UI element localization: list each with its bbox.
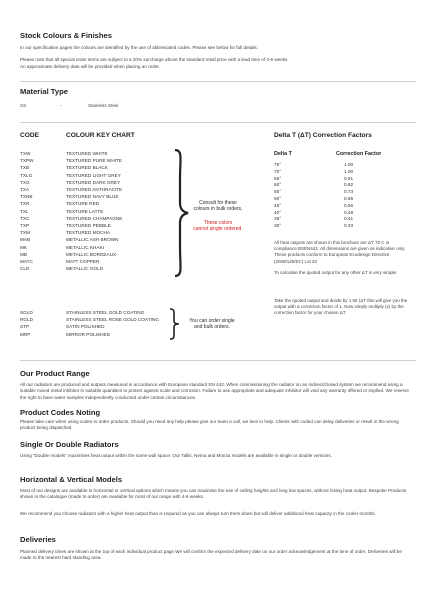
colour-code: RGLD	[20, 317, 34, 323]
delta-t-column-header: Delta T	[274, 151, 292, 157]
colour-code: TXL	[20, 208, 29, 214]
colour-name: TEXTURED PEBBLE	[66, 223, 111, 229]
colour-name: TEXTURE LATTE	[66, 208, 104, 214]
colour-code: TXG	[20, 179, 30, 185]
colour-code: TXM	[20, 230, 30, 236]
delta-t-value: 30°	[274, 223, 282, 229]
colour-code: TXPW	[20, 158, 34, 164]
colour-key-chart-header: COLOUR KEY CHART	[66, 132, 135, 139]
colour-code: SGLD	[20, 310, 33, 315]
material-code: SS	[20, 103, 27, 108]
calculation-intro-text: To calculate the quoted output for any other ΔT is very simple:	[274, 270, 398, 275]
correction-factor-value: 0.73	[344, 189, 354, 195]
single-order-warning	[188, 220, 248, 233]
delta-t-value: 75°	[274, 162, 282, 167]
colour-name: METALLIC KHAKI	[66, 244, 104, 250]
colour-name: TEXTURED PURE WHITE	[66, 158, 122, 164]
delta-t-value: 60°	[274, 182, 282, 188]
colour-code: TXW	[20, 151, 31, 156]
colour-code: MAB	[20, 237, 31, 243]
correction-factor-value: 0.91	[344, 175, 354, 181]
correction-factor-value: 1.00	[344, 168, 354, 174]
calculation-method-text: Take the quoted output and divide by 1.55 (ΔT this will give you the output with a correction factor of 1. Now simply multiply (x) by the correction factor for your chosen ΔT.	[274, 298, 408, 316]
delta-t-value: 40°	[274, 209, 282, 215]
product-codes-text: Please take care when using codes to order products. Should you need any help please give our team a call, we love to help. Clients with coded can delay deliveries or result in the wrong product being dispatched.	[20, 419, 399, 431]
group2-name-list	[66, 309, 159, 338]
colour-code: STP	[20, 324, 30, 330]
colour-name: METALLIC BORDEAUX	[66, 251, 117, 257]
colour-code: TXB	[20, 165, 30, 171]
higher-output-advice-text: We recommend you choose radiators with a higher heat output than is required as you can always turn them down but will deliver additional heat capacity in the cooler months.	[20, 511, 376, 516]
product-range-title: Our Product Range	[20, 369, 90, 378]
product-range-text: All our radiators are produced and outputs measured in accordance with European standard EN 442. When commissioning the radiator on an indirect/closed system we recommend using a suitable mixed metal inhibitor in suitable quantities to protect against scale and corrosion. Failure to use appropriate and adequate inhibitor will void any warranty offered or implied. We reserve the right to have water samples independently conducted under certain circumstances.	[20, 382, 409, 400]
colour-name: SATIN POLISHED	[66, 324, 105, 330]
colour-code: MATC	[20, 259, 33, 265]
colour-code: MK	[20, 244, 28, 250]
colour-name: TEXTURED BLACK	[66, 165, 108, 171]
stock-title: Stock Colours & Finishes	[20, 31, 112, 40]
single-bulk-note-line: and bulk orders.	[194, 324, 230, 331]
colour-code: TXLG	[20, 172, 33, 178]
divider	[20, 360, 416, 361]
delta-t-value: 70°	[274, 168, 282, 174]
bulk-consult-note-line: colours in bulk orders.	[193, 206, 243, 213]
colour-name: METALLIC GOLD	[66, 266, 104, 272]
delta-t-value-list	[274, 162, 281, 230]
correction-factor-value: 0.33	[344, 223, 354, 229]
material-name: Stainless Steel	[88, 103, 119, 108]
group2-code-list	[20, 309, 33, 338]
code-header: CODE	[20, 132, 40, 139]
correction-factor-value: 0.82	[344, 182, 354, 188]
single-bulk-note-line: You can order single	[189, 318, 235, 324]
correction-factor-value: 0.41	[344, 216, 354, 222]
stock-line-1: In our specification pages the colours are identified by the use of abbreviated codes. Please see below for full details.	[20, 45, 258, 50]
group1-code-list	[20, 150, 34, 272]
delta-t-value: 55°	[274, 189, 282, 195]
stock-line-3: An approximate delivery date will be provided when placing an order.	[20, 64, 160, 69]
colour-code: TXNB	[20, 194, 33, 200]
product-codes-title: Product Codes Noting	[20, 408, 101, 417]
deliveries-text: Planned delivery times are shown at the top of each individual product page.We will confirm the expected delivery date on our order acknowledgement at the time of order. Deliveries will be made to the nearest hard standing area.	[20, 549, 402, 561]
colour-name: TEXTURED WHITE	[66, 151, 108, 156]
material-dash: -	[60, 103, 62, 108]
horizontal-vertical-title: Horizontal & Vertical Models	[20, 475, 123, 484]
delta-t-value: 35°	[274, 216, 282, 222]
correction-factor-value: 0.48	[344, 209, 354, 215]
single-double-text: Using “Double models” maximises heat output within the same wall space. Our Tallis, Nema and Monza models are available in single or double versions.	[20, 453, 332, 458]
delta-t-value: 65°	[274, 175, 282, 181]
curly-brace-icon	[172, 149, 190, 277]
horizontal-vertical-text: Most of our designs are available in horizontal or vertical options which means you can maximise the use of ceiling heights and long low spaces, without losing heat output. Bespoke Products shown in the catalogue (made to order) are available for most of our range with 4-6 weeks.	[20, 488, 407, 500]
colour-name: TEXTURE RED	[66, 201, 100, 207]
colour-name: TEXTURED NAVY BLUE	[66, 194, 119, 200]
colour-name: STAINLESS STEEL GOLD COATING	[66, 310, 145, 315]
colour-name: MIRROR POLISHED	[66, 331, 111, 337]
material-title: Material Type	[20, 87, 68, 96]
colour-code: CLD	[20, 266, 30, 272]
stock-line-2: Please note that all special order items are subject to a 20% surcharge above the standard retail price with a lead time of 4-6 weeks.	[20, 57, 289, 62]
colour-name: TEXTURED ANTHRACITE	[66, 187, 123, 193]
colour-name: STAINLESS STEEL ROSE GOLD COATING	[66, 317, 159, 323]
bulk-consult-note	[188, 200, 248, 213]
heat-output-compliance-text: All heat outputs are shown in this brochure are ΔT 70 C in compliance BSEN442. All dimensions are given as indicative only. These products conform to European Ecodesign Directive (2009/125/EC) Lot 20	[274, 240, 406, 264]
colour-name: TEXTURED DARK GREY	[66, 179, 121, 185]
colour-name: MATT COPPER	[66, 259, 100, 265]
correction-factor-value-list	[344, 162, 353, 230]
colour-code: TXA	[20, 187, 30, 193]
deliveries-title: Deliveries	[20, 535, 56, 544]
colour-code: TXR	[20, 201, 30, 207]
colour-name: TEXTURED LIGHT GREY	[66, 172, 121, 178]
delta-t-value: 50°	[274, 195, 282, 201]
correction-factor-column-header: Correction Factor	[336, 151, 382, 157]
group1-name-list	[66, 150, 122, 272]
colour-code: MB	[20, 251, 28, 257]
correction-factor-value: 0.56	[344, 202, 354, 208]
single-order-warning-line: These colors	[203, 220, 233, 226]
single-order-warning-line: cannot single ordered.	[193, 226, 243, 233]
divider	[20, 122, 416, 123]
correction-factor-value: 0.65	[344, 195, 354, 201]
colour-code: TXP	[20, 223, 30, 229]
divider	[20, 81, 416, 82]
delta-t-value: 45°	[274, 202, 282, 208]
colour-code: TXC	[20, 215, 30, 221]
bulk-consult-note-line: Consult for these	[199, 200, 237, 206]
single-double-title: Single Or Double Radiators	[20, 440, 119, 449]
correction-factor-value: 1.00	[344, 162, 354, 167]
colour-name: TEXTURED CHAMPAGNE	[66, 215, 123, 221]
colour-name: METALLIC ASH BROWN	[66, 237, 119, 243]
delta-t-title: Delta T (ΔT) Correction Factors	[274, 132, 372, 139]
colour-code: MRP	[20, 331, 31, 337]
single-bulk-note	[178, 318, 246, 331]
colour-name: TEXTURED MOCHA	[66, 230, 111, 236]
